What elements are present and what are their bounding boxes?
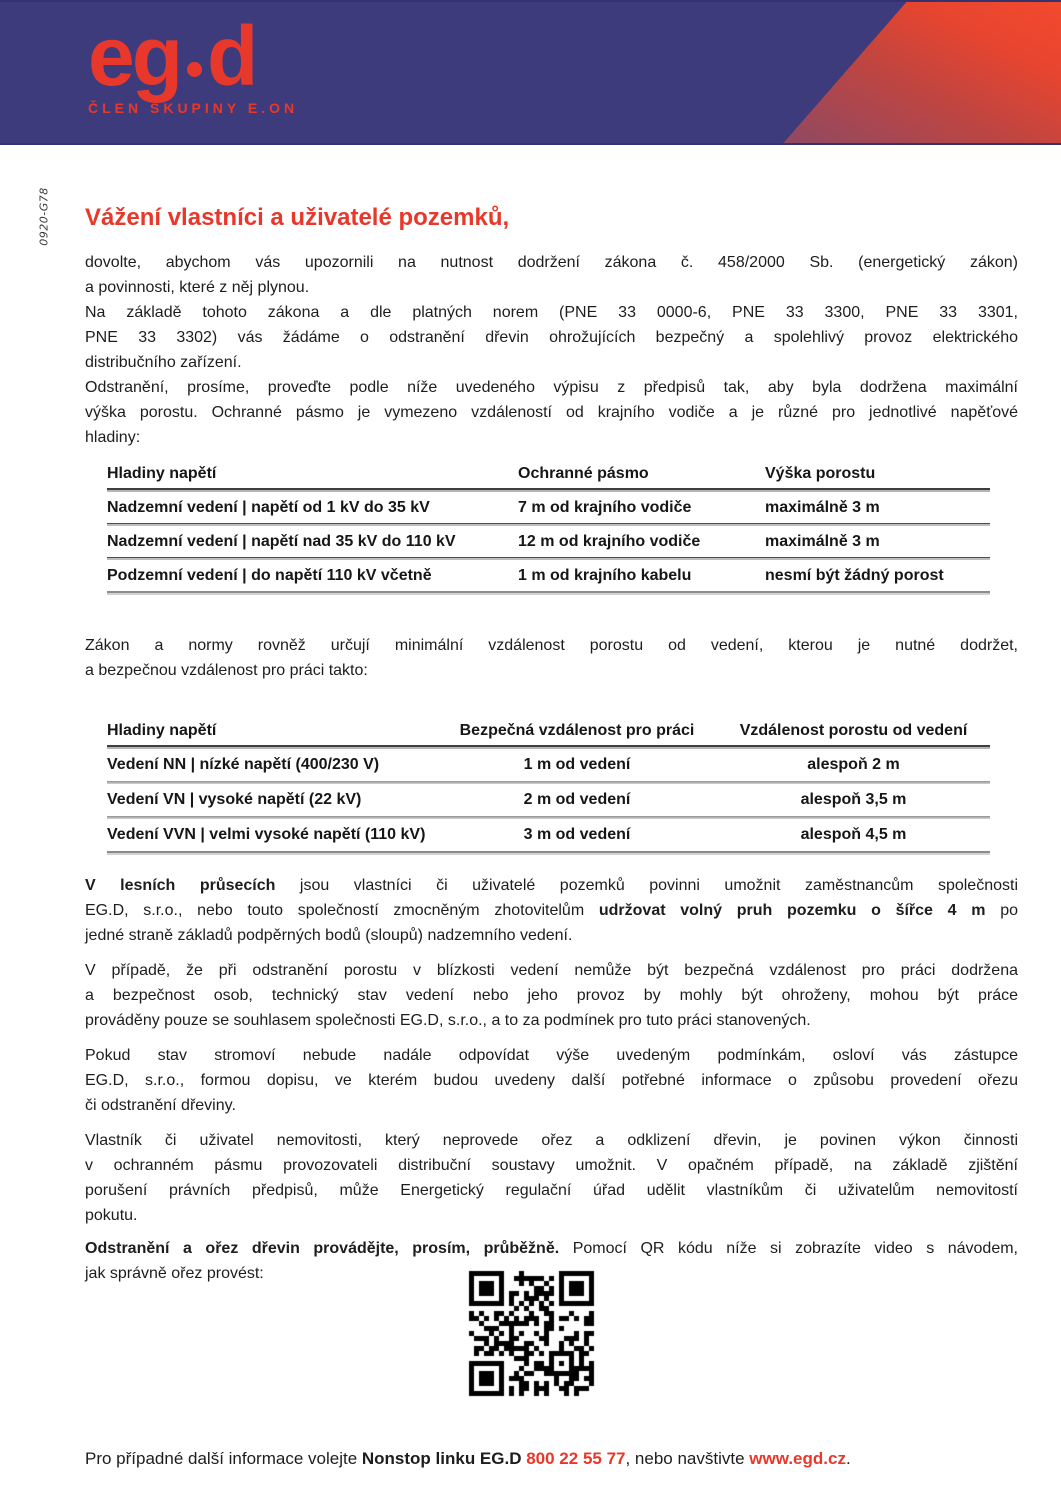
text-segment: či odstranění dřeviny. xyxy=(85,1097,236,1114)
table-cell: 3 m od vedení xyxy=(523,826,631,843)
text-segment: Pro případné další informace volejte xyxy=(85,1449,362,1468)
text-segment: a bezpečnost osob, technický stav vedení nebo jeho provoz by mohly být ohroženy, mohou být práce xyxy=(85,987,1018,1004)
table-header-cell: Hladiny napětí xyxy=(107,465,217,482)
text-segment: jak správně ořez provést: xyxy=(85,1265,264,1282)
text-line xyxy=(85,1128,1018,1153)
text-segment: V případě, že při odstranění porostu v blízkosti vedení nemůže být bezpečná vzdálenost pro práci dodržena xyxy=(85,962,1018,979)
table-cell: 1 m od krajního kabelu xyxy=(518,566,692,584)
text-line xyxy=(85,250,1018,275)
table-cell: 2 m od vedení xyxy=(523,791,631,808)
text-segment: Pokud stav stromoví nebude nadále odpovídat výše uvedeným podmínkám, osloví vás zástupce xyxy=(85,1047,1018,1064)
table-divider xyxy=(107,591,990,595)
table-row xyxy=(107,526,990,557)
text-line xyxy=(85,658,1018,683)
text-line xyxy=(85,1093,1018,1118)
logo-text xyxy=(88,9,298,103)
table-cell: Vedení NN | nízké napětí (400/230 V) xyxy=(107,756,380,773)
text-segment: Vlastník či uživatel nemovitosti, který neprovede ořez a odklizení dřevin, je povinen výkon činnosti xyxy=(85,1132,1018,1149)
letter-body xyxy=(85,203,1018,1286)
text-line xyxy=(85,400,1018,425)
table-header-cell: Bezpečná vzdálenost pro práci xyxy=(459,722,695,739)
table-cell: maximálně 3 m xyxy=(765,532,880,550)
text-line xyxy=(85,1446,1018,1472)
table-divider xyxy=(107,851,990,855)
paragraph-intro xyxy=(85,250,1018,300)
text-segment: V lesních průsecích xyxy=(85,877,276,894)
table-cell: 12 m od krajního vodiče xyxy=(518,532,701,550)
table-cell: Vedení VVN | velmi vysoké napětí (110 kV) xyxy=(107,826,426,843)
egd-logo xyxy=(88,9,299,116)
text-line xyxy=(85,425,1018,450)
table-cell: 7 m od krajního vodiče xyxy=(518,498,692,516)
text-segment: EG.D, s.r.o., formou dopisu, ve kterém budou uvedeny další potřebné informace o způsobu provedení ořezu xyxy=(85,1072,1018,1089)
text-line xyxy=(85,983,1018,1008)
text-line xyxy=(85,275,1018,300)
text-segment: EG.D, s.r.o., nebo touto společností zmocněným zhotovitelům xyxy=(85,902,599,919)
protection-zone-table xyxy=(107,460,990,595)
text-segment: a bezpečnou vzdálenost pro práci takto: xyxy=(85,662,368,679)
text-segment: udržovat volný pruh pozemku o šířce 4 m xyxy=(598,902,986,919)
salutation-heading: Vážení vlastníci a uživatelé pozemků, xyxy=(85,204,510,231)
text-segment: v ochranném pásmu provozovateli distribuční soustavy umožnit. V opačném případě, na základě zjištění xyxy=(85,1157,1018,1174)
table-header-cell: Ochranné pásmo xyxy=(518,465,649,482)
text-segment: Pomocí QR kódu níže si zobrazíte video s návodem, xyxy=(559,1240,1019,1257)
text-line xyxy=(85,325,1018,350)
text-line xyxy=(85,958,1018,983)
text-segment: Nonstop linku EG.D xyxy=(361,1449,527,1468)
table-header-cell: Vzdálenost porostu od vedení xyxy=(739,722,968,739)
text-line xyxy=(85,350,1018,375)
text-line xyxy=(85,1178,1018,1203)
text-segment: výška porostu. Ochranné pásmo je vymezeno vzdáleností od krajního vodiče a je různé pro jednotlivé napěťové xyxy=(85,404,1018,421)
text-segment: prováděny pouze se souhlasem společnosti EG.D, s.r.o., a to za podmínek pro tuto práci stanovených. xyxy=(85,1012,811,1029)
text-segment: Odstranění a ořez dřevin provádějte, prosím, průběžně. xyxy=(85,1240,560,1257)
table-row xyxy=(107,560,990,591)
table-header-cell: Výška porostu xyxy=(765,465,876,482)
text-line xyxy=(85,1008,1018,1033)
table-header-row xyxy=(107,460,990,488)
table-row xyxy=(107,492,990,523)
text-segment: a povinnosti, které z něj plynou. xyxy=(85,279,310,296)
text-segment: pokutu. xyxy=(85,1207,138,1224)
paragraph-law-norms xyxy=(85,300,1018,375)
text-line xyxy=(85,1153,1018,1178)
text-line xyxy=(85,300,1018,325)
table-cell: alespoň 4,5 m xyxy=(800,826,907,843)
text-line xyxy=(85,1203,1018,1228)
table-cell: Nadzemní vedení | napětí nad 35 kV do 110 kV xyxy=(107,532,456,550)
text-segment: dovolte, abychom vás upozornili na nutnost dodržení zákona č. 458/2000 Sb. (energetický zákon) xyxy=(85,254,1018,271)
paragraph-notification-letter xyxy=(85,1043,1018,1118)
table-row xyxy=(107,784,990,816)
table-header-cell: Hladiny napětí xyxy=(107,722,217,739)
text-segment: 800 22 55 77 xyxy=(526,1449,626,1468)
logo-d: d xyxy=(207,9,256,103)
table-row xyxy=(107,749,990,781)
table-cell: Vedení VN | vysoké napětí (22 kV) xyxy=(107,791,362,808)
text-segment: , nebo navštivte xyxy=(625,1449,750,1468)
paragraph-forest-corridors xyxy=(85,873,1018,948)
qr-code xyxy=(464,1266,598,1400)
text-segment: PNE 33 3302) vás žádáme o odstranění dřevin ohrožujících bezpečný a spolehlivý provoz elektrického xyxy=(85,329,1018,346)
text-segment: hladiny: xyxy=(85,429,141,446)
header-red-shape xyxy=(780,2,1061,145)
text-line xyxy=(85,923,1018,948)
text-segment: distribučního zařízení. xyxy=(85,354,242,371)
table-cell: 1 m od vedení xyxy=(523,756,631,773)
text-segment: Zákon a normy rovněž určují minimální vzdálenost porostu od vedení, kterou je nutné dodržet, xyxy=(85,637,1018,654)
logo-eg: eg xyxy=(88,9,181,103)
safe-distance-table xyxy=(107,717,990,855)
text-segment: jedné straně základů podpěrných bodů (sloupů) nadzemního vedení. xyxy=(85,927,573,944)
egd-website-link[interactable]: www.egd.cz xyxy=(749,1449,846,1468)
table-header-row xyxy=(107,717,990,745)
table-cell: alespoň 2 m xyxy=(807,756,900,773)
text-line xyxy=(85,898,1018,923)
paragraph-work-consent xyxy=(85,958,1018,1033)
text-line xyxy=(85,873,1018,898)
text-line xyxy=(85,1043,1018,1068)
text-segment: Na základě tohoto zákona a dle platných norem (PNE 33 0000-6, PNE 33 3300, PNE 33 3301, xyxy=(85,304,1018,321)
form-code: 0920-G78 xyxy=(37,187,51,246)
table-row xyxy=(107,819,990,851)
text-segment: Odstranění, prosíme, proveďte podle níže uvedeného výpisu z předpisů tak, aby byla dodržena maximální xyxy=(85,379,1018,396)
footer-contact xyxy=(85,1446,1018,1472)
text-line xyxy=(85,633,1018,658)
paragraph-removal-instructions xyxy=(85,375,1018,450)
table-cell: Nadzemní vedení | napětí od 1 kV do 35 kV xyxy=(107,498,430,516)
text-segment: . xyxy=(845,1449,851,1468)
table-cell: maximálně 3 m xyxy=(765,498,880,516)
text-segment: porušení právních předpisů, může Energetický regulační úřad udělit vlastníkům či uživatelům nemovitostí xyxy=(85,1182,1018,1199)
table-cell: Podzemní vedení | do napětí 110 kV včetně xyxy=(107,566,432,584)
text-segment: po xyxy=(985,902,1018,919)
header-banner xyxy=(0,0,1061,145)
logo-tagline: ČLEN SKUPINY E.ON xyxy=(88,100,299,116)
text-line xyxy=(85,1236,1018,1261)
logo-dot-icon xyxy=(187,62,202,77)
paragraph-min-distance xyxy=(85,633,1018,683)
text-line xyxy=(85,375,1018,400)
table-cell: nesmí být žádný porost xyxy=(765,566,944,584)
text-segment: jsou vlastníci či uživatelé pozemků povinni umožnit zaměstnancům společnosti xyxy=(275,877,1019,894)
paragraph-penalty xyxy=(85,1128,1018,1228)
text-line xyxy=(85,1068,1018,1093)
table-cell: alespoň 3,5 m xyxy=(800,791,907,808)
